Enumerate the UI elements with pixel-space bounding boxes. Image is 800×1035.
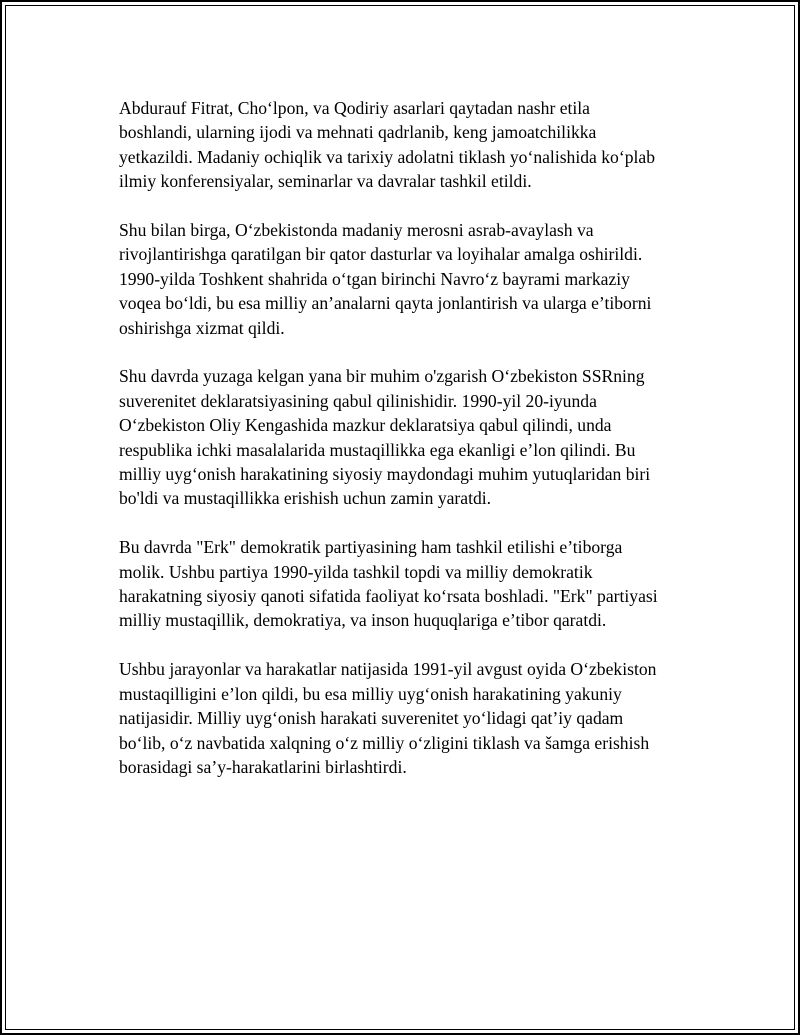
paragraph-4: Bu davrda "Erk" demokratik partiyasining ham tashkil etilishi e’tiborga molik. Ushbu partiya 1990-yilda tashkil topdi va milliy demokratik harakatning siyosiy qanoti sifatida faoliyat ko‘rsata boshladi. "Erk" partiyasi milliy mustaqillik, demokratiya, va inson huquqlariga e’tibor qaratdi. (119, 537, 658, 631)
paragraph-2: Shu bilan birga, O‘zbekistonda madaniy merosni asrab-avaylash va rivojlantirishga qaratilgan bir qator dasturlar va loyihalar amalga oshirildi. 1990-yilda Toshkent shahrida o‘tgan birinchi Navro‘z bayrami markaziy voqea bo‘ldi, bu esa milliy an’analarni qayta jonlantirish va ularga e’tiborni oshirishga xizmat qildi. (119, 220, 652, 338)
paragraph-3: Shu davrda yuzaga kelgan yana bir muhim o'zgarish O‘zbekiston SSRning suverenitet deklaratsiyasining qabul qilinishidir. 1990-yil 20-iyunda O‘zbekiston Oliy Kengashida mazkur deklaratsiya qabul qilindi, unda respublika ichki masalalarida mustaqillikka ega ekanligi e’lon qilindi. Bu milliy uyg‘onish harakatining siyosiy maydondagi muhim yutuqlaridan biri bo'ldi va mustaqillikka erishish uchun zamin yaratdi. (119, 366, 651, 509)
paragraph-5: Ushbu jarayonlar va harakatlar natijasida 1991-yil avgust oyida O‘zbekiston mustaqilligini e’lon qildi, bu esa milliy uyg‘onish harakatining yakuniy natijasidir. Milliy uyg‘onish harakati suverenitet yo‘lidagi qat’iy qadam bo‘lib, o‘z navbatida xalqning o‘z milliy o‘zligini tiklash va šamga erishish borasidagi sa’y-harakatlarini birlashtirdi. (119, 659, 657, 777)
paragraph-1: Abdurauf Fitrat, Cho‘lpon, va Qodiriy asarlari qaytadan nashr etila boshlandi, ularning ijodi va mehnati qadrlanib, keng jamoatchilikka yetkazildi. Madaniy ochiqlik va tarixiy adolatni tiklash yo‘nalishida ko‘plab ilmiy konferensiyalar, seminarlar va davralar tashkil etildi. (119, 98, 655, 192)
document-body (119, 96, 699, 804)
